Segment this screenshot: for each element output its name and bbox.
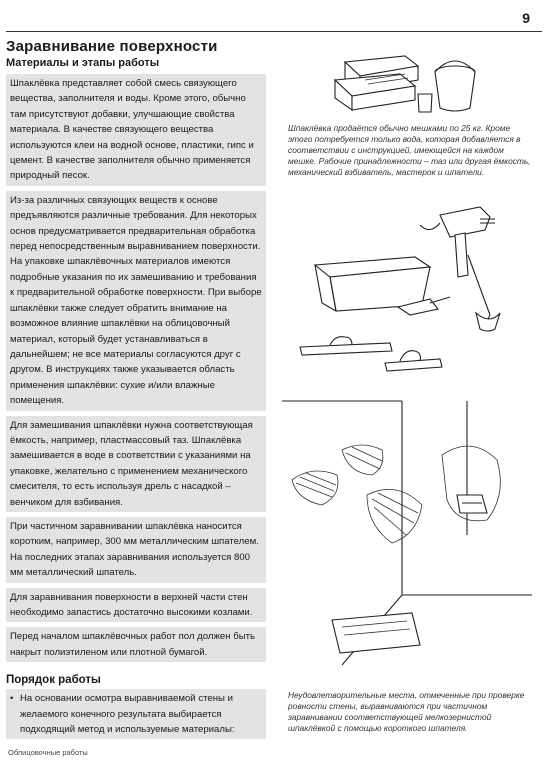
caption-partial-leveling: Неудовлетворительные места, отмеченные при проверке ровности стены, выравниваются при частичном заравнивании соответствующей мелкозернистой шпаклёвкой с помощью короткого шпателя.: [288, 690, 525, 733]
procedure-item-text: На основании осмотра выравниваемой стены и желаемого конечного результата выбирается подходящий метод и используемые материалы:: [20, 693, 235, 736]
wall-repair-illustration: [282, 395, 532, 685]
drill-mixer-icon: [420, 207, 500, 331]
putty-bags-icon: [335, 56, 418, 110]
paragraph-trestles: Для заравнивания поверхности в верхней части стен необходимо запастись достаточно высокими козлами.: [6, 588, 266, 623]
paragraph-mixing: Для замешивания шпаклёвки нужна соответствующая ёмкость, например, пластмассовый таз. Шпаклёвка замешивается в воде в соответствии с указаниями на упаковке, желательно с применением механического смесителя, то есть используя дрель с насадкой – венчиком для взбивания.: [6, 416, 266, 512]
paragraph-spatulas: При частичном заравнивании шпаклёвка наносится коротким, например, 300 мм металлическим шпателем. На последних этапах заравнивания используется 800 мм металлический шпатель.: [6, 517, 266, 583]
putty-bags-and-bucket-illustration: [300, 50, 490, 120]
spatula-icon: [300, 337, 442, 371]
paragraph-composition: Шпаклёвка представляет собой смесь связующего вещества, заполнителя и воды. Кроме этого, обычно там присутствуют добавки, улучшающие свойства материала. В качестве связующего вещества используются клеи на водной основе, пластики, гипс и цемент. В качестве заполнителя обычно применяется природный песок.: [6, 74, 266, 186]
bucket-icon: [418, 61, 475, 112]
section-subtitle: Материалы и этапы работы: [6, 57, 160, 69]
caption-materials: Шпаклёвка продаётся обычно мешками по 25 кг. Кроме этого потребуется только вода, которая добавляется в соответствии с инструкцией, имеющейся на каждом мешке. Рабочие принадлежности – таз или другая ёмкость, механический взбиватель, мастерок и шпатели.: [288, 123, 531, 177]
putty-patches-icon: [292, 445, 500, 543]
top-divider: [6, 31, 542, 32]
bullet-icon: •: [10, 693, 14, 705]
page-number: 9: [522, 10, 530, 26]
paragraph-floor-cover: Перед началом шпаклёвочных работ пол должен быть накрыт полиэтиленом или плотной бумагой.: [6, 627, 266, 662]
spatula-on-wall-icon: [457, 495, 487, 513]
text-column: [6, 38, 266, 739]
paragraph-base-requirements: Из-за различных связующих веществ к основе предъявляются различные требования. Для некоторых основ предусматривается предварительная обработка перед непосредственным выравниванием поверхности. На упаковке шпаклёвочных материалов имеются подробные указания по их замешиванию и требования к предварительной обработке поверхности. При выборе шпаклёвки также следует обратить внимание на возможное влияние шпаклёвки на облицовочный материал, который будет устанавливаться в дальнейшем; не все материалы согласуются друг с другом. В инструкциях также указывается область применения шпаклёвки: сухие и/или влажные помещения.: [6, 191, 266, 411]
footer: Облицовочные работы: [8, 748, 88, 757]
procedure-heading: Порядок работы: [6, 674, 101, 687]
tools-illustration: [290, 195, 530, 385]
procedure-item: [6, 689, 266, 739]
page-title: Заравнивание поверхности: [6, 38, 218, 55]
bucket-on-floor-icon: [332, 613, 420, 653]
